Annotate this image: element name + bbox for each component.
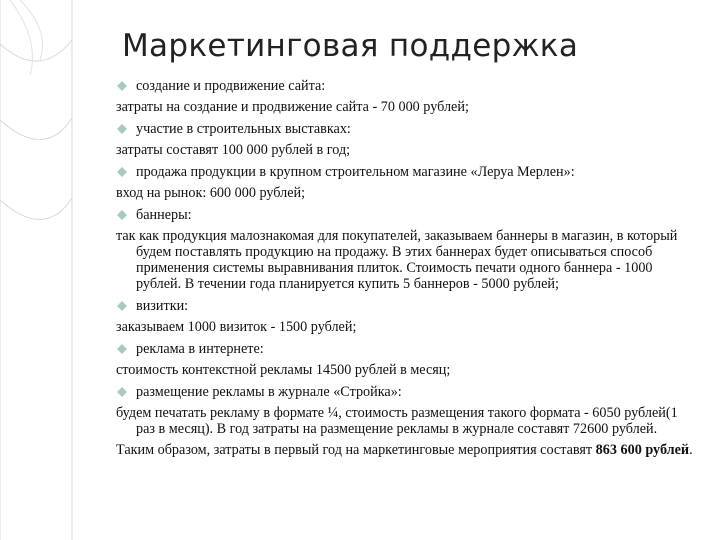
detail-text: затраты на создание и продвижение сайта - 70 000 рублей;	[116, 99, 469, 115]
detail-text: стоимость контекстной рекламы 14500 рублей в месяц;	[116, 362, 451, 378]
bullet-label: продажа продукции в крупном строительном магазине «Леруа Мерлен»:	[136, 164, 575, 180]
detail-text: будем печатать рекламу в формате ¼, стоимость размещения такого формата - 6050 рублей(1 раз в месяц). В год затраты на размещение рекламы в журнале составят 72600 рублей.	[116, 405, 678, 437]
bullet-label: визитки:	[136, 298, 189, 314]
detail-text: так как продукция малознакомая для покупателей, заказываем баннеры в магазин, в который будем поставлять продукцию на продажу. В этих баннерах будет описываться способ применения системы выравнивания плиток. Стоимость печати одного баннера - 1000 рублей. В течении года планируется купить 5 баннеров - 5000 рублей;	[116, 228, 678, 292]
slide-content	[116, 78, 696, 458]
summary-total: 863 600 рублей	[595, 442, 690, 458]
diamond-bullet-icon	[116, 123, 128, 135]
bullet-label: создание и продвижение сайта:	[136, 78, 326, 94]
bullet-label: участие в строительных выставках:	[136, 121, 351, 137]
bullet-item	[116, 341, 696, 357]
bullet-label: размещение рекламы в журнале «Стройка»:	[136, 384, 402, 400]
detail-text: заказываем 1000 визиток - 1500 рублей;	[116, 319, 357, 335]
detail-text: вход на рынок: 600 000 рублей;	[116, 185, 306, 201]
diamond-bullet-icon	[116, 209, 128, 221]
diamond-bullet-icon	[116, 300, 128, 312]
summary-text	[116, 442, 696, 458]
bullet-label: реклама в интернете:	[136, 341, 264, 357]
summary-prefix: Таким образом, затраты в первый год на маркетинговые мероприятия составят	[116, 442, 596, 458]
diamond-bullet-icon	[116, 343, 128, 355]
bullet-label: баннеры:	[136, 207, 192, 223]
bullet-item	[116, 121, 696, 137]
bullet-item	[116, 298, 696, 314]
slide-title: Маркетинговая поддержка	[122, 28, 579, 64]
bullet-item	[116, 207, 696, 223]
bullet-item	[116, 78, 696, 94]
diamond-bullet-icon	[116, 80, 128, 92]
summary-suffix: .	[689, 442, 693, 458]
diamond-bullet-icon	[116, 166, 128, 178]
detail-text: затраты составят 100 000 рублей в год;	[116, 142, 351, 158]
diamond-bullet-icon	[116, 386, 128, 398]
bullet-item	[116, 384, 696, 400]
bullet-item	[116, 164, 696, 180]
